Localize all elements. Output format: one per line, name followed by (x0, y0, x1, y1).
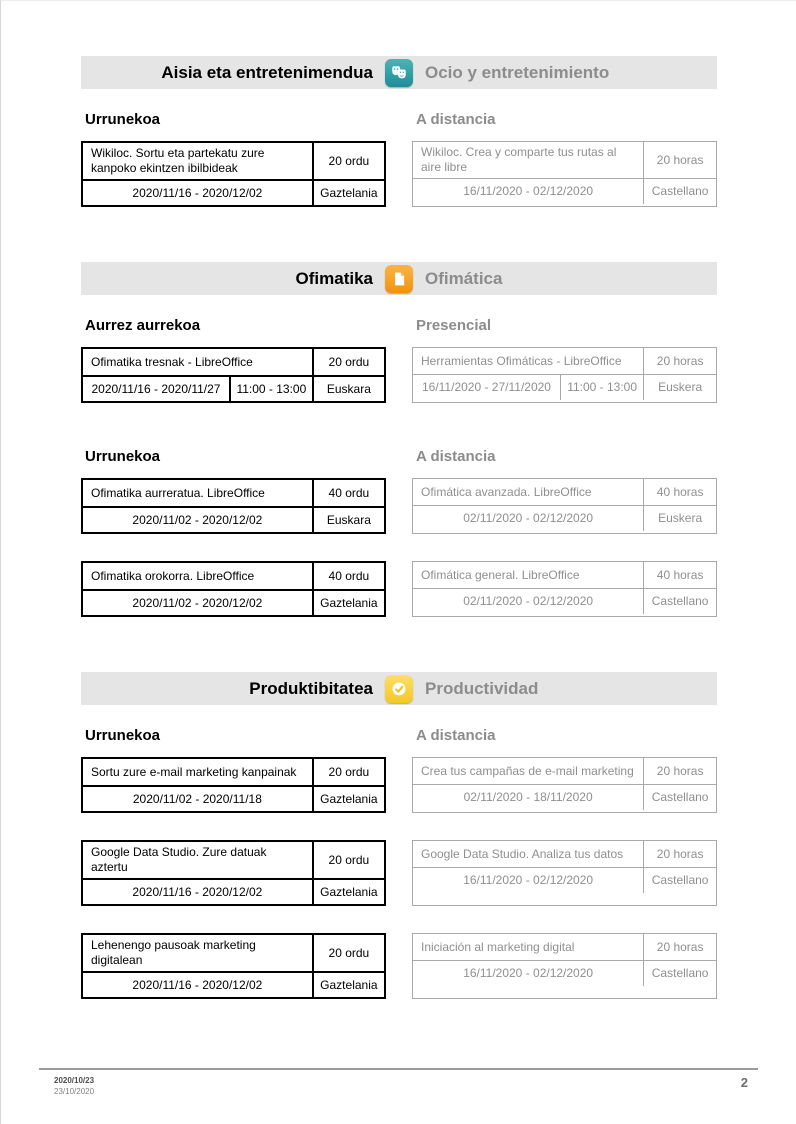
section-title-eu: Produktibitatea (249, 678, 373, 698)
subheading-eu: Urrunekoa (85, 448, 161, 465)
course-name: Sortu zure e-mail marketing kanpainak (91, 764, 297, 779)
document-icon (385, 265, 413, 293)
course-name: Google Data Studio. Zure datuak aztertu (91, 845, 267, 874)
course-table-es (412, 757, 717, 813)
course-table-es (412, 141, 717, 207)
course-time: 11:00 - 13:00 (560, 375, 643, 400)
course-table-es (412, 840, 717, 906)
course-name: Herramientas Ofimáticas - LibreOffice (421, 353, 622, 368)
section-produktibitatea (81, 672, 717, 999)
course-table-es (412, 347, 717, 403)
course-dates: 2020/11/02 - 2020/12/02 (132, 595, 263, 610)
course-row (81, 757, 717, 813)
course-hours: 40 horas (643, 479, 716, 505)
subsection-urrunekoa (81, 111, 717, 207)
course-hours: 20 ordu (312, 935, 384, 971)
course-language: Gaztelania (312, 973, 384, 997)
course-name: Google Data Studio. Analiza tus datos (421, 846, 624, 861)
course-hours: 20 horas (643, 758, 716, 784)
course-hours: 20 horas (643, 934, 716, 960)
course-dates: 2020/11/16 - 2020/12/02 (132, 185, 263, 200)
course-dates: 16/11/2020 - 02/12/2020 (463, 184, 594, 198)
course-name: Wikiloc. Sortu eta partekatu zure kanpoko ekintzen ibilbideak (91, 146, 265, 175)
course-name: Ofimática avanzada. LibreOffice (421, 484, 592, 499)
course-time: 11:00 - 13:00 (229, 377, 312, 401)
course-name: Crea tus campañas de e-mail marketing (421, 763, 634, 778)
course-dates: 2020/11/16 - 2020/12/02 (132, 977, 263, 992)
course-row (81, 840, 717, 906)
course-language: Castellano (643, 589, 716, 614)
subheading-es: A distancia (416, 111, 496, 128)
checkmark-icon (385, 675, 413, 703)
course-dates: 2020/11/02 - 2020/11/18 (132, 791, 262, 806)
course-dates: 02/11/2020 - 02/12/2020 (463, 511, 594, 525)
course-name: Ofimatika orokorra. LibreOffice (91, 568, 255, 583)
page-content (81, 1, 717, 999)
page-number: 2 (740, 1075, 748, 1090)
course-dates: 16/11/2020 - 02/12/2020 (463, 966, 594, 980)
subsection-urrunekoa (81, 448, 717, 617)
course-table-eu (81, 757, 386, 813)
course-name: Ofimatika aurreratua. LibreOffice (91, 485, 265, 500)
course-hours: 40 ordu (312, 563, 384, 589)
course-hours: 20 horas (643, 841, 716, 867)
course-table-es (412, 478, 717, 534)
course-hours: 20 horas (643, 348, 716, 374)
course-dates: 2020/11/16 - 2020/11/27 (91, 381, 221, 396)
course-table-es (412, 933, 717, 999)
course-language: Euskera (643, 506, 716, 531)
course-row (81, 478, 717, 534)
course-row (81, 141, 717, 207)
subheading-eu: Urrunekoa (85, 111, 161, 128)
course-dates: 16/11/2020 - 02/12/2020 (463, 873, 594, 887)
course-table-eu (81, 933, 386, 999)
course-language: Gaztelania (312, 181, 384, 205)
course-table-eu (81, 840, 386, 906)
subheading-es: A distancia (416, 448, 496, 465)
course-hours: 40 ordu (312, 480, 384, 506)
course-language: Euskara (312, 508, 384, 532)
course-hours: 20 ordu (312, 143, 384, 179)
course-hours: 40 horas (643, 562, 716, 588)
course-row (81, 561, 717, 617)
footer-dates (54, 1075, 94, 1097)
course-language: Castellano (643, 179, 716, 204)
course-dates: 02/11/2020 - 02/12/2020 (463, 594, 594, 608)
course-language: Castellano (643, 961, 716, 986)
section-header-produktibitatea (81, 672, 717, 705)
course-table-eu (81, 141, 386, 207)
course-row (81, 933, 717, 999)
course-language: Castellano (643, 785, 716, 810)
section-title-es: Ocio y entretenimiento (425, 62, 610, 82)
course-language: Euskera (643, 375, 716, 400)
course-dates: 2020/11/16 - 2020/12/02 (132, 884, 263, 899)
course-table-eu (81, 478, 386, 534)
footer-date-spanish-format: 23/10/2020 (54, 1087, 95, 1096)
course-table-es (412, 561, 717, 617)
course-dates: 2020/11/02 - 2020/12/02 (132, 512, 263, 527)
section-ofimatika (81, 262, 717, 617)
subheading-eu: Urrunekoa (85, 727, 161, 744)
course-name: Ofimatika tresnak - LibreOffice (91, 354, 253, 369)
course-language: Gaztelania (312, 591, 384, 615)
subsection-urrunekoa (81, 727, 717, 999)
course-hours: 20 ordu (312, 759, 384, 785)
course-language: Gaztelania (312, 880, 384, 904)
course-language: Gaztelania (312, 787, 384, 811)
course-table-eu (81, 561, 386, 617)
course-hours: 20 ordu (312, 349, 384, 375)
subheading-es: A distancia (416, 727, 496, 744)
course-table-eu (81, 347, 386, 403)
section-title-eu: Aisia eta entretenimendua (161, 62, 373, 82)
course-name: Ofimática general. LibreOffice (421, 567, 580, 582)
course-name: Iniciación al marketing digital (421, 939, 575, 954)
course-hours: 20 ordu (312, 842, 384, 878)
section-title-es: Ofimática (425, 268, 503, 288)
course-language: Euskara (312, 377, 384, 401)
course-name: Wikiloc. Crea y comparte tus rutas al aire libre (421, 145, 617, 174)
footer-date-basque-format: 2020/10/23 (54, 1076, 95, 1085)
course-hours: 20 horas (643, 142, 716, 178)
course-dates: 16/11/2020 - 27/11/2020 (421, 380, 551, 394)
subheading-es: Presencial (416, 317, 492, 334)
section-title-eu: Ofimatika (295, 268, 373, 288)
section-header-ofimatika (81, 262, 717, 295)
theater-masks-icon (385, 59, 413, 87)
course-language: Castellano (643, 868, 716, 893)
footer-divider (39, 1068, 758, 1070)
course-row (81, 347, 717, 403)
subheading-eu: Aurrez aurrekoa (85, 317, 201, 334)
course-dates: 02/11/2020 - 18/11/2020 (463, 790, 593, 804)
subsection-aurrez-aurrekoa (81, 317, 717, 403)
section-aisia (81, 56, 717, 207)
section-title-es: Productividad (425, 678, 539, 698)
section-header-aisia (81, 56, 717, 89)
course-name: Lehenengo pausoak marketing digitalean (91, 938, 256, 967)
